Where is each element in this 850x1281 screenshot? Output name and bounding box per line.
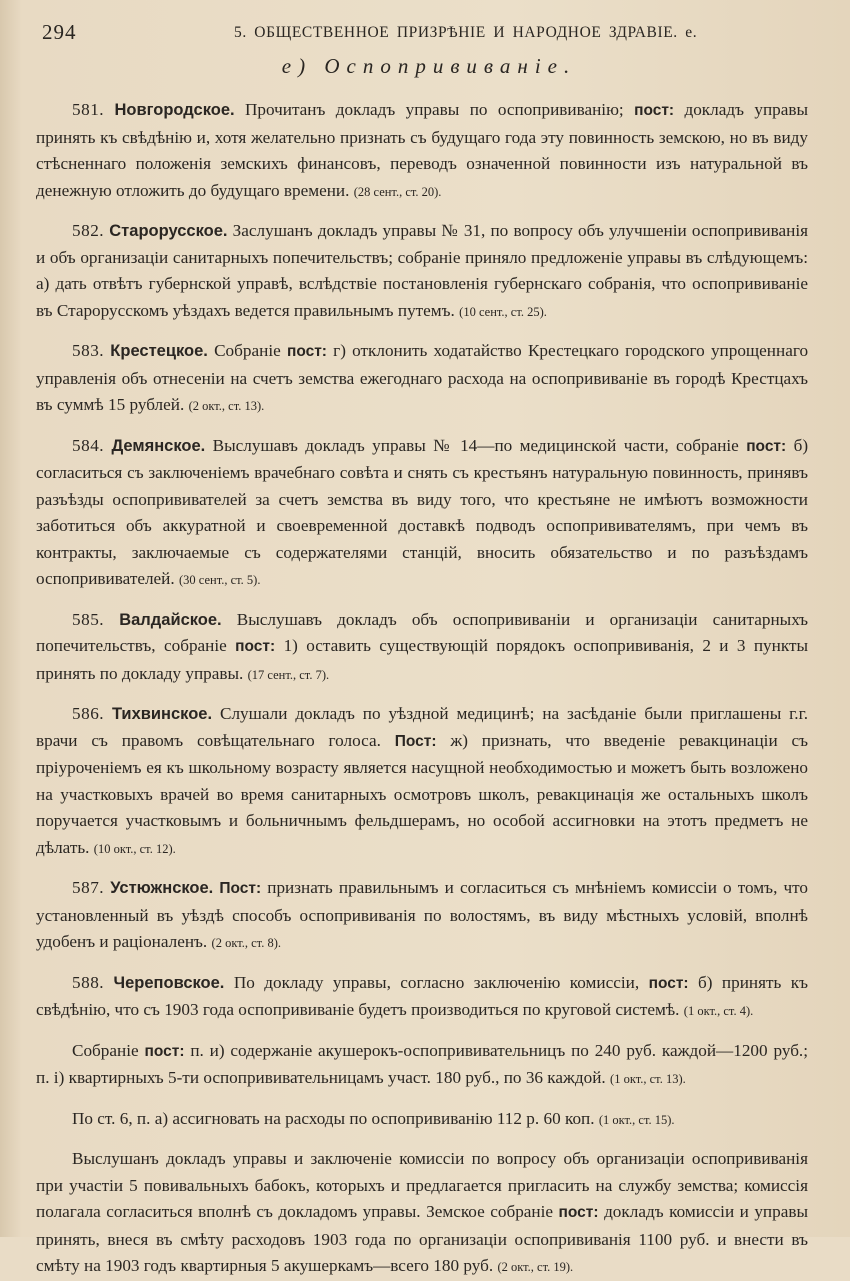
entry-paragraph [36,97,808,205]
entry-text: Выслушанъ докладъ управы и заключеніе комиссіи по вопросу объ организаціи оспопрививанія при участіи 5 повивальныхъ бабокъ, которыхъ и предлагается пригласить на службу земства; комиссія полагала согласиться вполнѣ съ докладомъ управы. Земское собраніе [36,1149,808,1221]
entry-text: докладъ управы принять къ свѣдѣнію и, хотя желательно признать съ будущаго года эту повинность земскою, но въ виду стѣсненнаго положенія земскихъ финансовъ, переводъ означенной повинности изъ натуральной въ денежную отложить до будущаго времени. [36,100,809,200]
entry-paragraph [36,1038,808,1093]
entries-list [36,97,808,1281]
entry-text: Прочитанъ докладъ управы по оспопрививанію; [244,100,624,119]
entry-number: 581. [72,100,105,119]
entry-paragraph [36,701,808,862]
entry-zemstvo-name: Демянское. [111,436,206,455]
entry-reference: (2 окт., ст. 13). [188,399,265,413]
entry-text: б) согласиться съ заключеніемъ врачебнаго совѣта и снять съ крестьянъ натуральную повинность, принявъ разъѣзды оспопрививателей за счетъ земства въ виду того, что крестьяне не имѣютъ возможности заботиться объ аккуратной и своевременной доставкѣ подводъ оспопрививателямъ, при чемъ въ контракты, заключаемые съ содержателями станцій, вносить обязательство и по разъѣздамъ оспопрививателей. [36,435,809,588]
entry-text: признать правильнымъ и согласиться съ мнѣніемъ комиссіи о томъ, что установленный въ уѣздѣ способъ оспопрививанія по волостямъ, въ виду мѣстныхъ условій, вполнѣ удобенъ и раціоналенъ. [36,878,808,951]
entry-reference: (10 окт., ст. 12). [93,841,176,856]
entry-paragraph [36,970,808,1025]
entry-resolution-keyword: пост: [634,102,675,119]
entry-number: 588. [72,972,105,992]
entry-text: По докладу управы, согласно заключенію комиссіи, [233,972,640,992]
entry-text: Собраніе [72,1040,139,1060]
entry-reference: (1 окт., ст. 13). [610,1072,686,1086]
entry-text: По ст. 6, п. а) ассигновать на расходы по оспопрививанію 112 р. 60 коп. [72,1108,595,1128]
entry-text: п. и) содержаніе акушерокъ-оспопрививательницъ по 240 руб. каждой—1200 руб.; п. і) квартирныхъ 5-ти оспопрививательницамъ участ. 180 руб., по 36 каждой. [36,1040,809,1087]
entry-reference: (2 окт., ст. 8). [211,936,281,950]
entry-zemstvo-name: Череповское. [113,973,225,992]
entry-number: 585. [72,609,105,629]
entry-paragraph [36,1106,808,1134]
entry-resolution-keyword: Пост: [394,732,437,750]
entry-reference: (1 окт., ст. 15). [598,1112,675,1127]
entry-zemstvo-name: Старорусское. [109,222,228,240]
entry-paragraph [36,875,808,957]
entry-text: Выслушавъ докладъ объ оспопрививаніи и организаціи санитарныхъ попечительствъ, собраніе [36,609,809,655]
entry-paragraph [36,338,808,420]
entry-zemstvo-name: Устюжнское. [110,879,214,897]
entry-resolution-keyword: пост: [144,1042,185,1060]
entry-number: 584. [72,435,105,455]
entry-zemstvo-name: Тихвинское. [111,705,213,723]
entry-zemstvo-name: Новгородское. [114,101,235,119]
entry-reference: (2 окт., ст. 19). [497,1260,574,1274]
entry-resolution-keyword: пост: [558,1204,599,1221]
entry-paragraph [36,433,808,594]
entry-zemstvo-name: Крестецкое. [110,342,208,360]
page-header [36,14,808,44]
entry-reference: (30 сент., ст. 5). [178,573,261,587]
page-number: 294 [42,20,77,44]
entry-text: ж) признать, что введеніе ревакцинаціи съ пріуроченіемъ ея къ школьному возрасту является насущной необходимостью и можетъ быть возложено на участковыхъ врачей во время санитарныхъ осмотровъ школъ, ревакцинація же остальныхъ школъ поручается участковымъ и больничнымъ фельдшерамъ, но особой ассигновки на этотъ предметъ не дѣлать. [36,730,808,857]
entry-text: г) отклонить ходатайство Крестецкаго городского упрощеннаго управленія объ отнесеніи на счетъ земства ежегоднаго расхода на оспопрививаніе въ городѣ Крестцахъ въ суммѣ 15 рублей. [36,341,809,414]
entry-text: Заслушанъ докладъ управы № 31, по вопросу объ улучшеніи оспопрививанія и объ организаціи санитарныхъ попечительствъ; собраніе приняло предложеніе управы въ слѣдующемъ: а) дать отвѣтъ губернской управѣ, вслѣдствіе постановленія губернскаго собранія, что оспопрививаніе въ Старорусскомъ уѣздахъ ведется правильнымъ путемъ. [36,221,809,320]
entry-text: 1) оставить существующій порядокъ оспопрививанія, 2 и 3 пункты принять по докладу управы. [36,636,809,683]
entry-reference: (1 окт., ст. 4). [683,1004,754,1018]
entry-text: Слушали докладъ по уѣздной медицинѣ; на засѣданіе были приглашены г.г. врачи съ правомъ совѣщательнаго голоса. [36,704,808,750]
section-title: е) Оспопрививаніе. [281,54,577,78]
entry-text: докладъ комиссіи и управы принять, внеся въ смѣту расходовъ 1903 года по организаціи оспопрививанія 1100 руб. и внести въ смѣту на 1903 годъ квартирныя 5 акушеркамъ—всего 180 руб. [36,1202,809,1275]
entry-paragraph [36,1146,808,1281]
entry-resolution-keyword: пост: [286,343,327,360]
entry-text: Собраніе [214,341,281,360]
entry-number: 583. [72,341,105,360]
entry-resolution-keyword: пост: [746,437,787,455]
entry-reference: (10 сент., ст. 25). [459,304,547,319]
entry-reference: (28 сент., ст. 20). [353,184,442,199]
entry-reference: (17 сент., ст. 7). [247,667,330,682]
entry-number: 586. [72,704,105,723]
entry-paragraph [36,607,808,689]
entry-number: 582. [72,221,105,240]
entry-text: б) принять къ свѣдѣнію, что съ 1903 года оспопрививаніе будетъ производиться по круговой системѣ. [36,972,809,1019]
entry-resolution-keyword: Пост: [219,880,262,897]
entry-number: 587. [72,878,105,897]
entry-resolution-keyword: пост: [235,638,276,655]
entry-zemstvo-name: Валдайское. [119,610,222,629]
running-head: 5. ОБЩЕСТВЕННОЕ ПРИЗРѢНІЕ И НАРОДНОЕ ЗДРАВІЕ. е. [234,24,698,41]
entry-paragraph [36,218,808,325]
entry-text: Выслушавъ докладъ управы № 14—по медицинской части, собраніе [212,435,739,455]
entry-resolution-keyword: пост: [648,974,689,992]
